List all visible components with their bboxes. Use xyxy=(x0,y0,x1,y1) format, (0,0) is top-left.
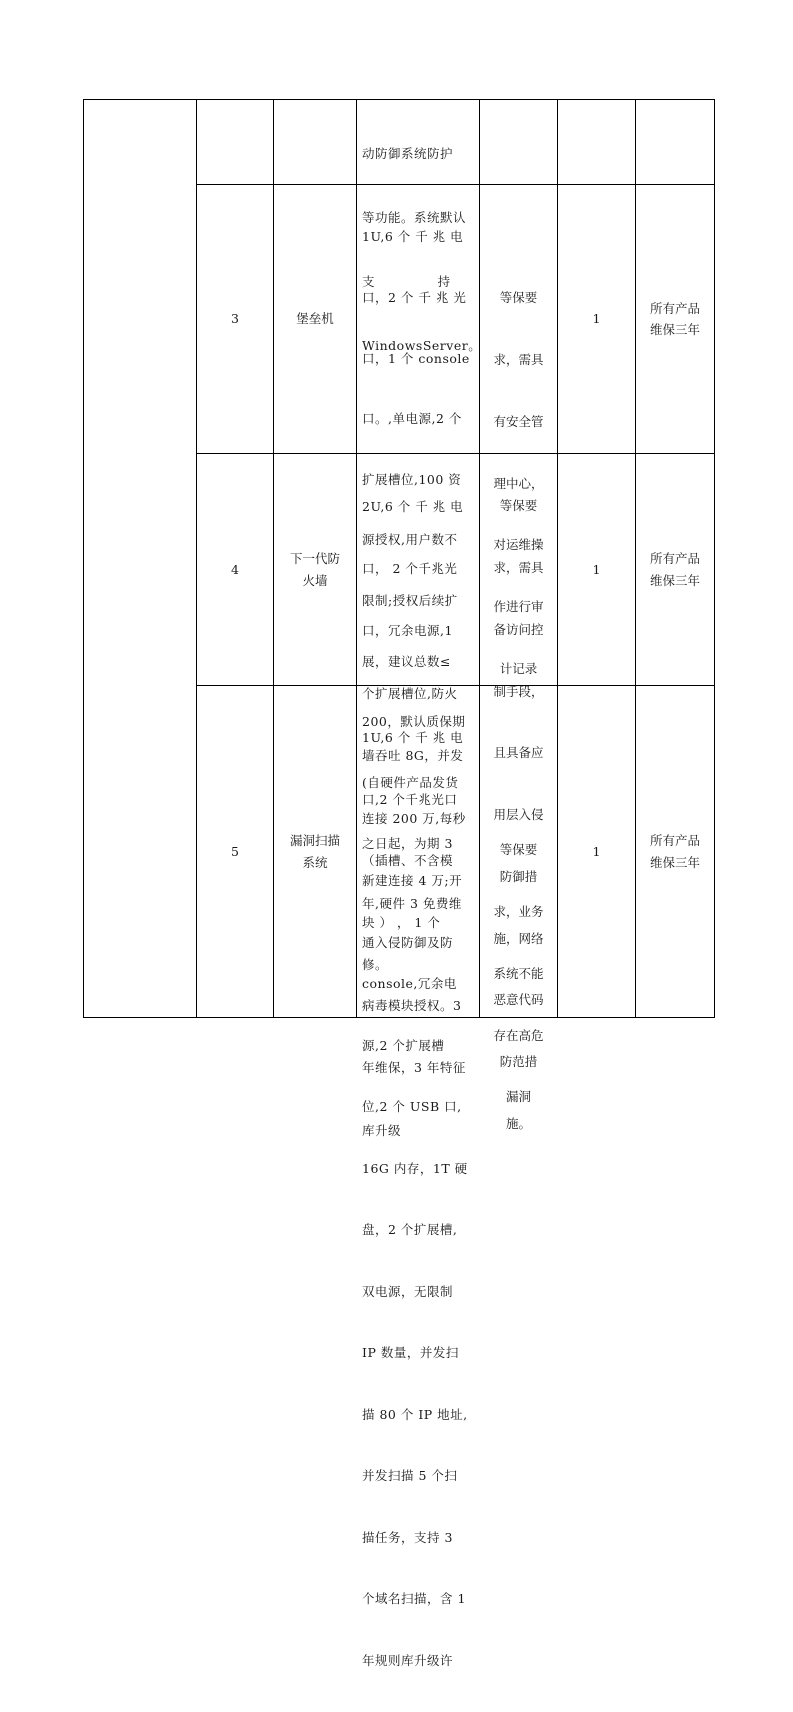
requirement-line: 防范措 xyxy=(499,1054,538,1070)
requirement-line: 计记录 xyxy=(499,660,538,676)
column-divider xyxy=(356,99,357,1018)
spec-line: 墙吞吐 8G，并发 xyxy=(362,748,464,764)
spec-line: 描 80 个 IP 地址, xyxy=(362,1406,468,1422)
requirement-line: 备访问控 xyxy=(493,621,544,637)
requirement-line: 防御措 xyxy=(499,868,538,884)
requirement-line: 用层入侵 xyxy=(493,807,544,823)
spec-line: 年维保，3 年特征 xyxy=(362,1060,466,1076)
spec-line: 支 持 xyxy=(362,274,451,290)
table-border-right xyxy=(714,99,715,1018)
spec-line: 个扩展槽位,防火 xyxy=(362,685,458,701)
spec-line: 16G 内存，1T 硬 xyxy=(362,1160,468,1176)
item-name: 漏洞扫描 系统 xyxy=(289,833,340,870)
requirement-line: 理中心， xyxy=(493,475,544,491)
spec-line: 口， 2 个千兆光 xyxy=(362,560,458,576)
spec-line: 限制;授权后续扩 xyxy=(362,593,458,609)
item-number: 4 xyxy=(231,561,239,577)
requirement-line: 制手段， xyxy=(493,683,544,699)
spec-line: console,冗余电 xyxy=(362,976,457,991)
spec-line: 双电源，无限制 xyxy=(362,1283,454,1299)
spec-line: 口。,单电源,2 个 xyxy=(362,411,462,427)
quantity: 1 xyxy=(592,843,601,859)
quantity: 1 xyxy=(592,561,601,577)
spec-line: 展，建议总数≤ xyxy=(362,653,451,669)
requirement-line: 求，业务 xyxy=(493,903,544,919)
item-name: 下一代防 火墙 xyxy=(289,551,340,588)
spec-line: 源,2 个扩展槽 xyxy=(362,1037,445,1053)
requirement-line: 且具备应 xyxy=(493,745,544,761)
requirement-line: 漏洞 xyxy=(505,1089,531,1105)
spec-line: 个域名扫描，含 1 xyxy=(362,1591,466,1606)
spec-line: 描任务，支持 3 xyxy=(362,1529,453,1545)
item-name: 堡垒机 xyxy=(296,311,334,327)
item-number: 3 xyxy=(231,311,239,327)
spec-line: 通入侵防御及防 xyxy=(362,935,454,951)
spec-line: 1U,6 个 千 兆 电 xyxy=(362,229,464,245)
spec-line: 并发扫描 5 个扫 xyxy=(362,1468,458,1483)
spec-line: 年规则库升级许 xyxy=(362,1652,454,1668)
spec-line: 动防御系统防护 xyxy=(362,145,454,161)
requirement-line: 求，需具 xyxy=(493,351,544,367)
requirement-line: 求，需具 xyxy=(493,559,544,575)
spec-line: (自硬件产品发货 xyxy=(362,774,459,790)
spec-line: 之日起，为期 3 xyxy=(362,835,453,851)
spec-line: 年,硬件 3 免费维 xyxy=(362,896,462,912)
spec-line: 位,2 个 USB 口, xyxy=(362,1099,462,1114)
spec-line: 块 ） ， 1 个 xyxy=(362,914,441,930)
requirement-line: 存在高危 xyxy=(493,1027,544,1043)
spec-line: 2U,6 个 千 兆 电 xyxy=(362,498,464,514)
spec-line: 病毒模块授权。3 xyxy=(362,997,462,1013)
requirement-line: 作进行审 xyxy=(493,599,544,615)
warranty: 所有产品 维保三年 xyxy=(649,833,700,870)
spec-line: 口，冗余电源,1 xyxy=(362,623,453,639)
spec-line: 修。 xyxy=(362,956,389,972)
spec-line: 新建连接 4 万;开 xyxy=(362,872,463,888)
spec-line: WindowsServer。 xyxy=(362,338,482,354)
spec-line: 等功能。系统默认 xyxy=(362,210,467,226)
spec-line: 口，2 个 千 兆 光 xyxy=(362,290,467,306)
spec-line: 200，默认质保期 xyxy=(362,714,466,730)
requirement-line: 恶意代码 xyxy=(493,992,544,1008)
spec-line: 口,2 个千兆光口 xyxy=(362,791,458,807)
requirement-line: 等保要 xyxy=(499,290,538,306)
requirement-line: 施。 xyxy=(505,1116,531,1131)
warranty: 所有产品 维保三年 xyxy=(649,551,700,588)
warranty: 所有产品 维保三年 xyxy=(649,300,700,337)
spec-line: 口，1 个 console xyxy=(362,350,470,366)
item-number: 5 xyxy=(231,843,239,859)
requirement-line: 施，网络 xyxy=(493,930,544,946)
requirement-line: 等保要 xyxy=(499,842,538,858)
requirement-cell xyxy=(480,799,557,1149)
spec-line: IP 数量，并发扫 xyxy=(362,1345,459,1360)
spec-line: 1U,6 个 千 兆 电 xyxy=(362,730,464,745)
table-border-left xyxy=(83,99,84,1018)
requirement-line: 有安全管 xyxy=(493,413,544,429)
spec-line: 库升级 xyxy=(362,1122,402,1138)
spec-line: （插槽、不含模 xyxy=(362,853,454,868)
spec-line: 源授权,用户数不 xyxy=(362,532,458,548)
spec-line: 盘，2 个扩展槽, xyxy=(362,1222,458,1237)
spec-cell xyxy=(362,687,468,1712)
requirement-line: 系统不能 xyxy=(493,965,544,981)
spec-line: 扩展槽位,100 资 xyxy=(362,471,462,487)
spec-line: 连接 200 万,每秒 xyxy=(362,810,466,826)
quantity: 1 xyxy=(592,311,601,327)
requirement-line: 等保要 xyxy=(499,498,538,514)
requirement-line: 对运维操 xyxy=(493,537,544,553)
